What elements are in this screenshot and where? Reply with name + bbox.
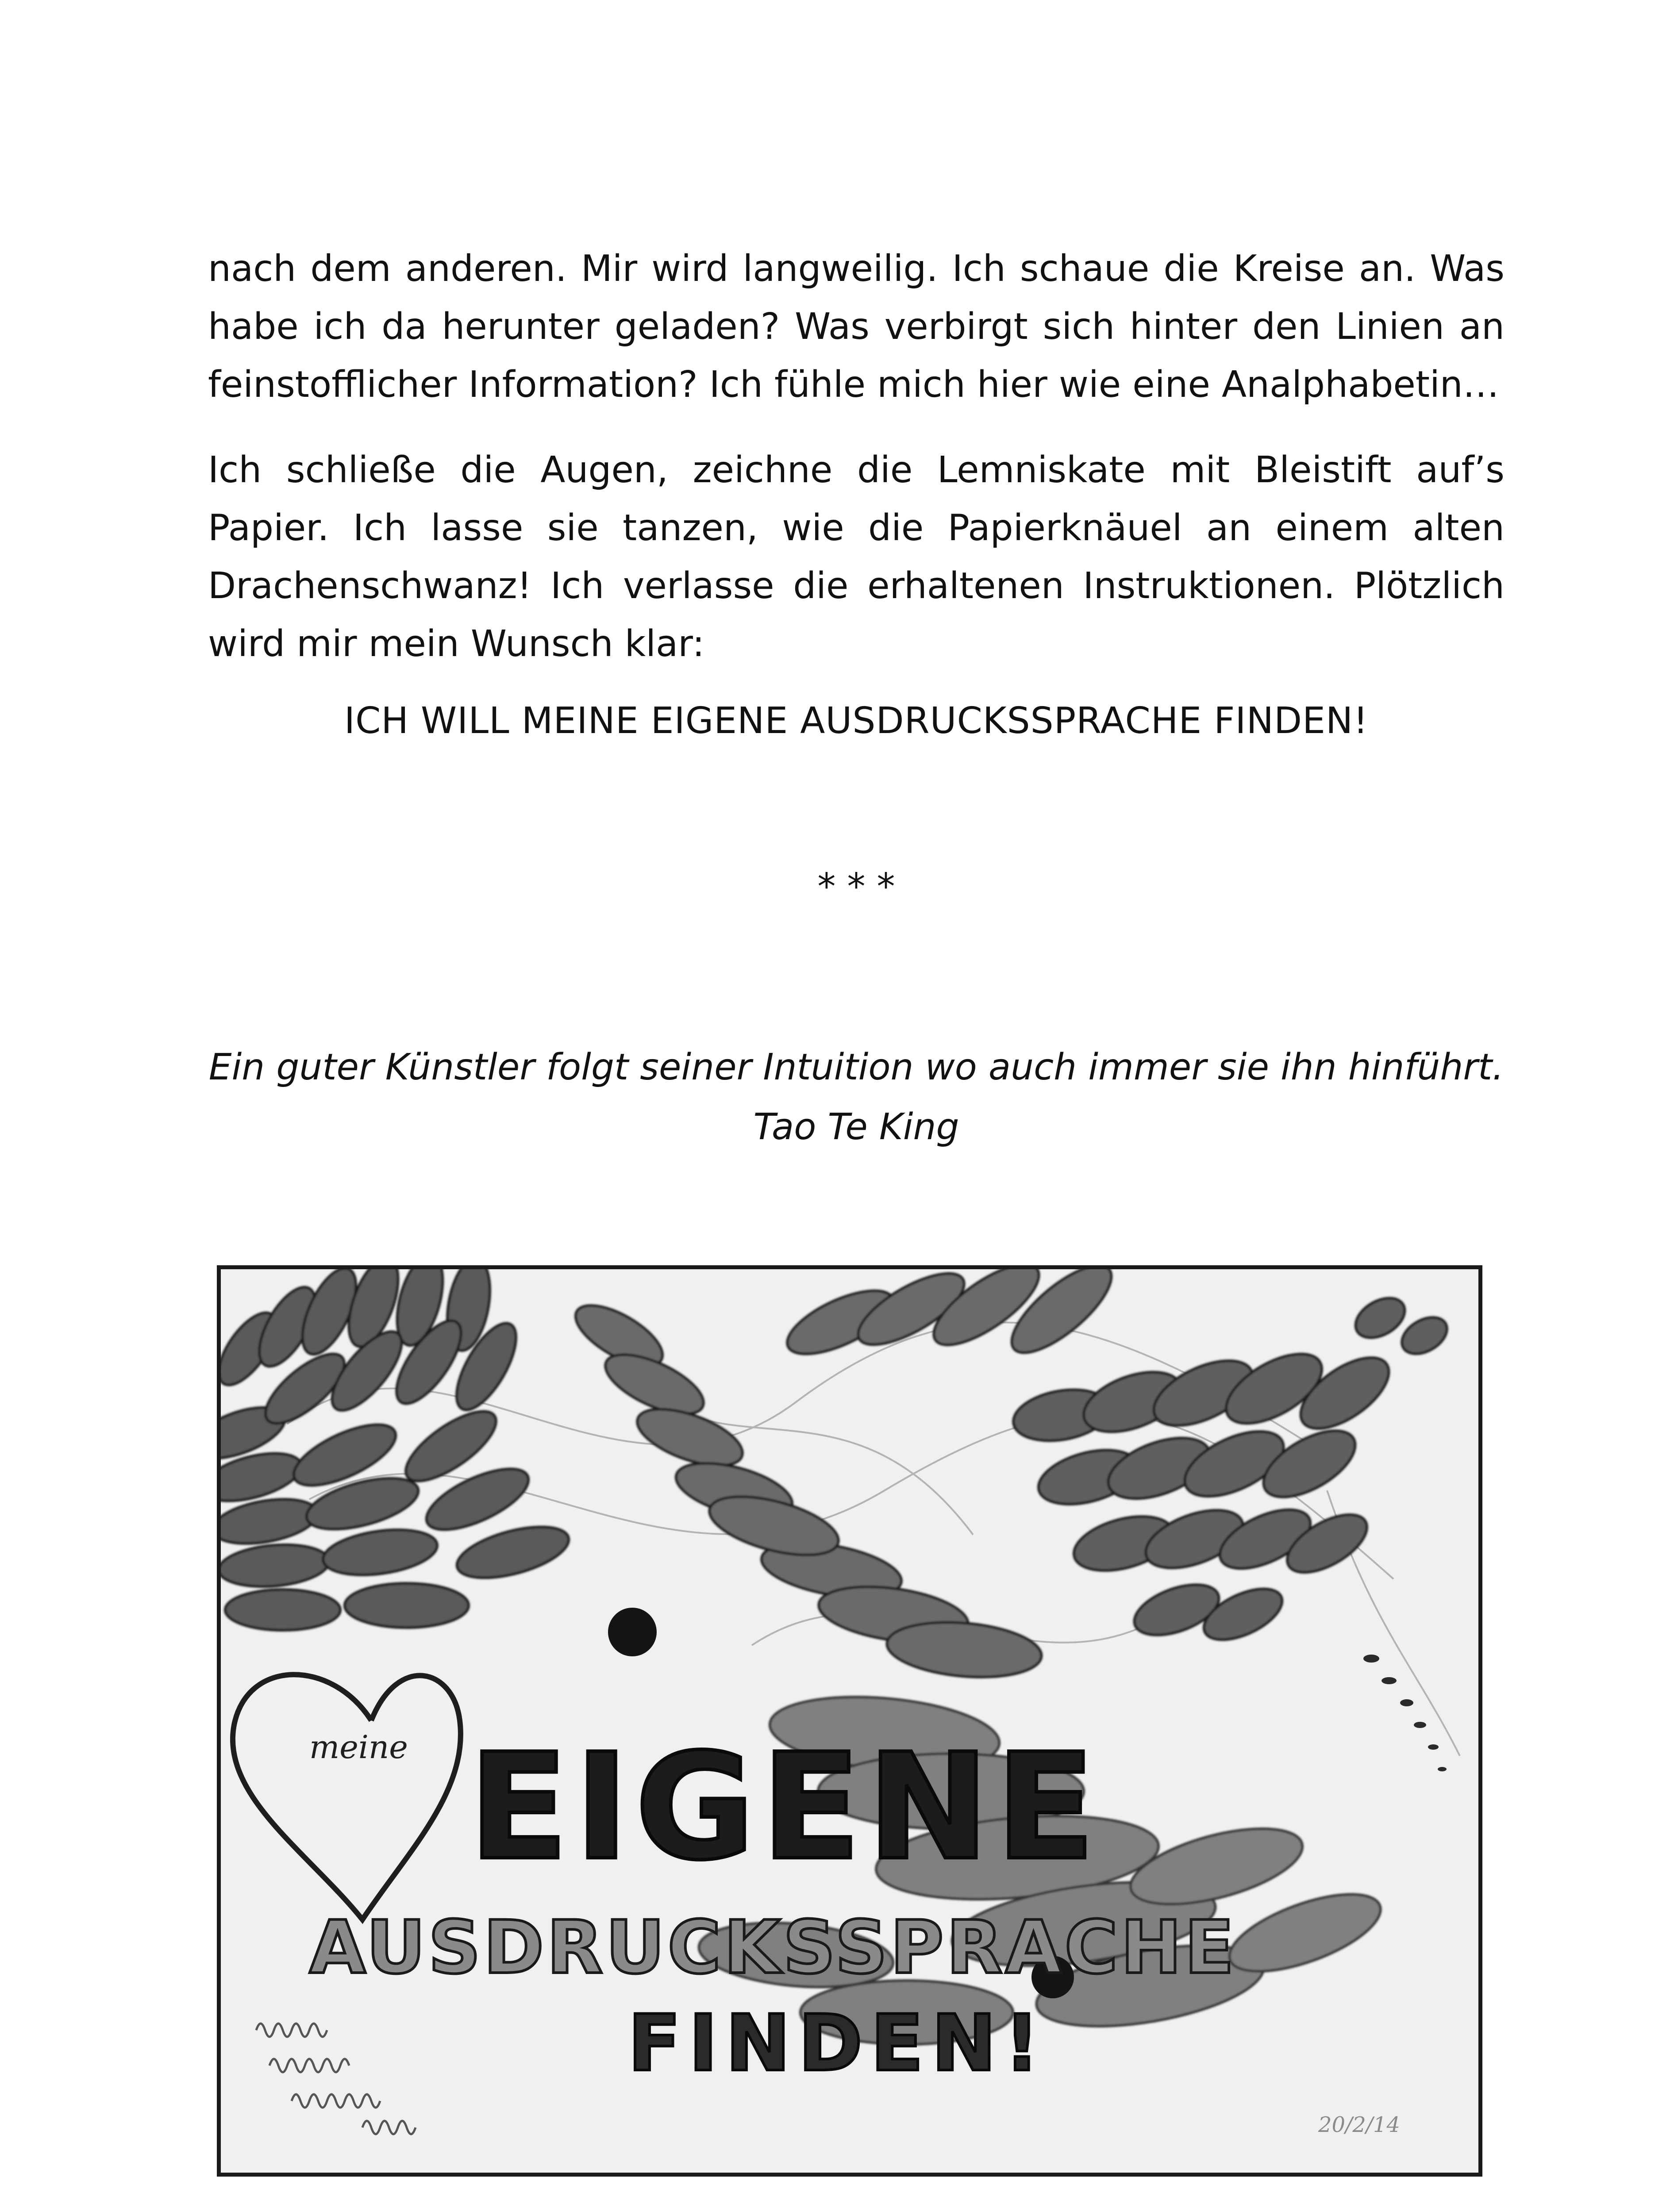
heart-word: meine [309,1728,408,1766]
wish-heading: ICH WILL MEINE EIGENE AUSDRUCKSSPRACHE FINDEN! [344,700,1369,742]
body-paragraph-1: nach dem anderen. Mir wird langweilig. Ich schaue die Kreise an. Was habe ich da herunter geladen? Was verbirgt sich hinter den Linien an feinstofflicher Information? Ich fühle mich hier wie eine Analphabetin… [208,248,1505,406]
artwork-word-line2: AUSDRUCKSSPRACHE [309,1905,1237,1990]
ink-artwork [217,1265,1482,2177]
quote-author: Tao Te King [753,1106,959,1148]
section-separator: * * * [817,866,895,908]
artwork-signature: 20/2/14 [1318,2112,1401,2137]
quote-text: Ein guter Künstler folgt seiner Intuition wo auch immer sie ihn hinführt. [208,1046,1504,1088]
quote-block [208,1037,1505,1157]
artwork-word-main: EIGENE [469,1722,1102,1892]
artwork-drawing [221,1269,1478,2173]
body-paragraph-2: Ich schließe die Augen, zeichne die Lemniskate mit Bleistift auf’s Papier. Ich lasse sie tanzen, wie die Papierknäuel an einem alten Drachenschwanz! Ich verlasse die erhaltenen Instruktionen. Plötzlich wird mir mein Wunsch klar: [208,449,1505,665]
artwork-word-line3: FINDEN! [628,1999,1048,2089]
